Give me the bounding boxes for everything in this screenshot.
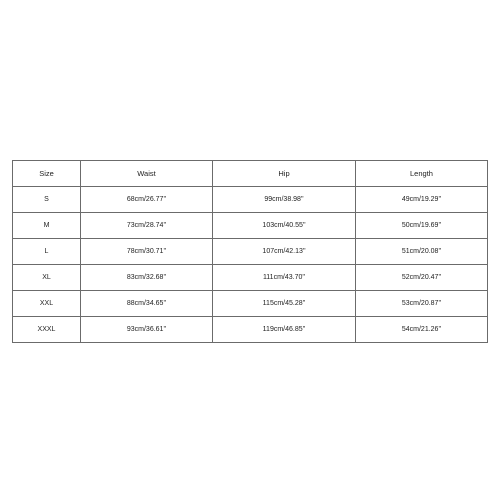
- cell-length: 52cm/20.47'': [356, 265, 488, 291]
- header-length: Length: [356, 161, 488, 187]
- cell-hip: 107cm/42.13'': [213, 239, 356, 265]
- cell-waist: 78cm/30.71'': [81, 239, 213, 265]
- header-waist: Waist: [81, 161, 213, 187]
- table-row: [13, 317, 488, 343]
- cell-length: 53cm/20.87'': [356, 291, 488, 317]
- table-row: [13, 213, 488, 239]
- cell-hip: 99cm/38.98'': [213, 187, 356, 213]
- cell-length: 51cm/20.08'': [356, 239, 488, 265]
- table-row: [13, 265, 488, 291]
- table-row: [13, 291, 488, 317]
- header-size: Size: [13, 161, 81, 187]
- cell-hip: 119cm/46.85'': [213, 317, 356, 343]
- cell-size: L: [13, 239, 81, 265]
- size-chart-table: [12, 160, 488, 343]
- cell-waist: 93cm/36.61'': [81, 317, 213, 343]
- cell-hip: 103cm/40.55'': [213, 213, 356, 239]
- table-header-row: [13, 161, 488, 187]
- cell-size: XXXL: [13, 317, 81, 343]
- cell-length: 50cm/19.69'': [356, 213, 488, 239]
- cell-waist: 83cm/32.68'': [81, 265, 213, 291]
- cell-hip: 111cm/43.70'': [213, 265, 356, 291]
- cell-length: 49cm/19.29'': [356, 187, 488, 213]
- cell-size: M: [13, 213, 81, 239]
- cell-size: XL: [13, 265, 81, 291]
- cell-size: S: [13, 187, 81, 213]
- table-row: [13, 239, 488, 265]
- cell-waist: 68cm/26.77'': [81, 187, 213, 213]
- table-row: [13, 187, 488, 213]
- cell-hip: 115cm/45.28'': [213, 291, 356, 317]
- cell-waist: 88cm/34.65'': [81, 291, 213, 317]
- header-hip: Hip: [213, 161, 356, 187]
- cell-size: XXL: [13, 291, 81, 317]
- cell-waist: 73cm/28.74'': [81, 213, 213, 239]
- cell-length: 54cm/21.26'': [356, 317, 488, 343]
